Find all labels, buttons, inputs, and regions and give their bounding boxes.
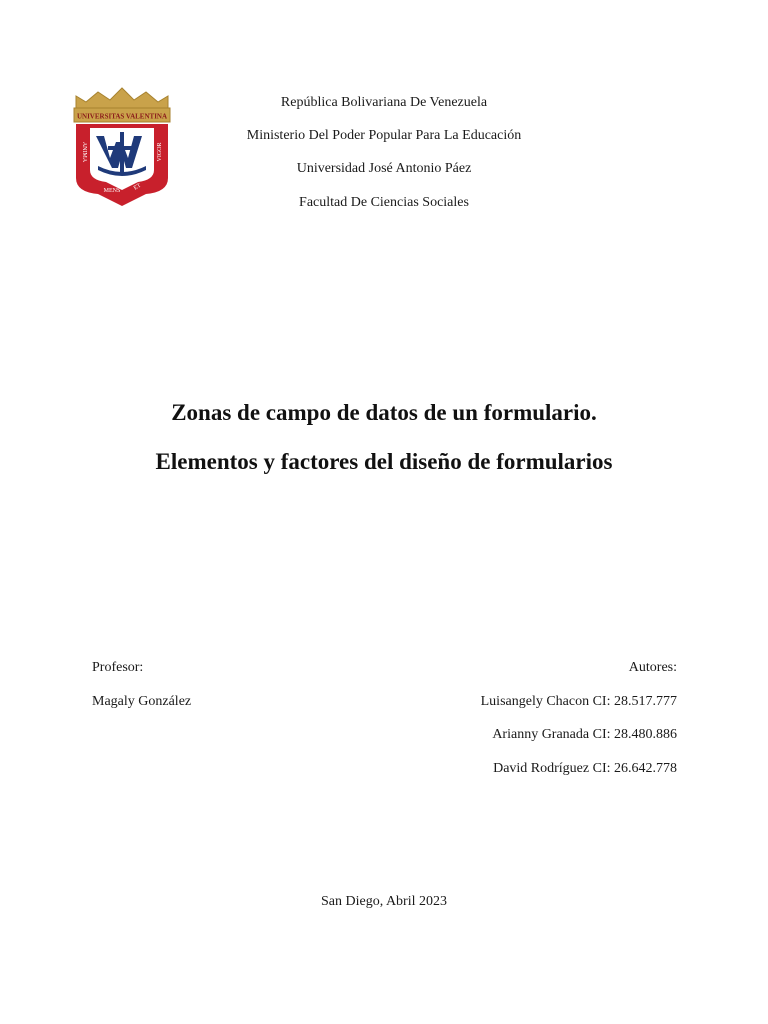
author-item: Luisangely Chacon CI: 28.517.777 [480,694,677,709]
author-item: David Rodríguez CI: 26.642.778 [493,761,677,776]
logo-motto-right: VIGOR [157,142,163,162]
author-item: Arianny Granada CI: 28.480.886 [492,727,677,742]
header-university: Universidad José Antonio Páez [296,161,472,176]
header-country: República Bolivariana De Venezuela [280,95,488,110]
header-faculty: Facultad De Ciencias Sociales [299,195,469,210]
logo-banner-text: UNIVERSITAS VALENTINA [76,112,168,121]
authors-label: Autores: [628,660,677,675]
logo-motto-bottom-1: MENS [103,188,121,194]
professor-label: Profesor: [92,660,144,675]
header-ministry: Ministerio Del Poder Popular Para La Educación [246,128,522,143]
place-date: San Diego, Abril 2023 [321,894,447,909]
document-title-line2: Elementos y factores del diseño de formularios [155,449,613,474]
logo-motto-left: ANIMA [81,141,87,163]
logo-motto-bottom-2: ET [132,182,143,192]
professor-name: Magaly González [92,694,192,709]
document-title-line1: Zonas de campo de datos de un formulario. [171,400,597,425]
